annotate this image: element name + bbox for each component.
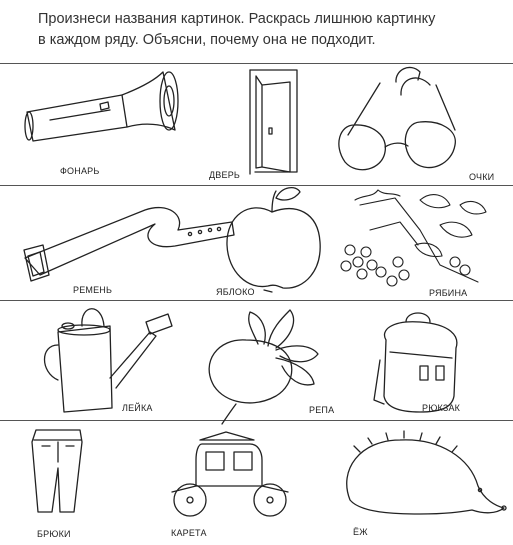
label-door: ДВЕРЬ bbox=[209, 170, 241, 180]
glasses-picture bbox=[339, 67, 455, 169]
label-hedgehog: ЁЖ bbox=[353, 527, 368, 537]
label-watering-can: ЛЕЙКА bbox=[122, 403, 153, 413]
watering-can-picture bbox=[45, 309, 173, 412]
turnip-picture bbox=[209, 310, 318, 424]
label-carriage: КАРЕТА bbox=[171, 528, 207, 538]
instruction-line-1: Произнеси названия картинок. Раскрась лишнюю картинку bbox=[38, 11, 436, 27]
belt-picture bbox=[24, 208, 234, 281]
trousers-picture bbox=[32, 430, 82, 512]
door-picture bbox=[250, 70, 297, 174]
label-turnip: РЕПА bbox=[309, 405, 335, 415]
instruction-line-2: в каждом ряду. Объясни, почему она не подходит. bbox=[38, 32, 376, 48]
label-apple: ЯБЛОКО bbox=[216, 287, 255, 297]
carriage-picture bbox=[172, 432, 288, 516]
hedgehog-picture bbox=[347, 431, 506, 514]
label-trousers: БРЮКИ bbox=[37, 529, 71, 539]
flashlight-picture bbox=[25, 72, 178, 141]
apple-picture bbox=[227, 188, 320, 292]
label-belt: РЕМЕНЬ bbox=[73, 285, 113, 295]
label-glasses: ОЧКИ bbox=[469, 172, 495, 182]
rowan-picture bbox=[341, 190, 486, 286]
label-rowan: РЯБИНА bbox=[429, 288, 468, 298]
label-backpack: РЮКЗАК bbox=[422, 403, 461, 413]
label-flashlight: ФОНАРЬ bbox=[60, 166, 100, 176]
backpack-picture bbox=[374, 313, 457, 412]
